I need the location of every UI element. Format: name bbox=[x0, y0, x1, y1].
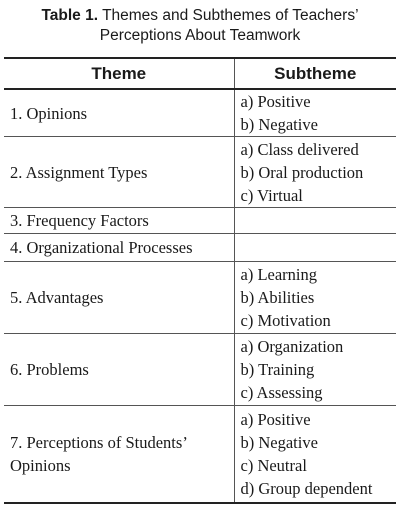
table-row bbox=[4, 406, 396, 504]
subtheme-cell bbox=[234, 262, 396, 334]
subtheme-item: c) Motivation bbox=[240, 311, 331, 330]
theme-cell: 2. Assignment Types bbox=[4, 137, 234, 208]
subtheme-item: b) Negative bbox=[240, 115, 318, 134]
subtheme-cell-empty bbox=[234, 234, 396, 262]
caption-line-2: Perceptions About Teamwork bbox=[99, 27, 301, 44]
themes-table bbox=[4, 57, 396, 504]
subtheme-item: a) Positive bbox=[240, 410, 311, 429]
caption-label: Table 1. bbox=[41, 7, 99, 24]
subtheme-cell bbox=[234, 334, 396, 406]
column-header-theme: Theme bbox=[4, 58, 234, 89]
header-row bbox=[4, 58, 396, 89]
theme-cell: 4. Organizational Processes bbox=[4, 234, 234, 262]
subtheme-item: a) Class delivered bbox=[240, 139, 359, 159]
subtheme-item: a) Positive bbox=[240, 92, 311, 111]
caption-line-1 bbox=[0, 6, 400, 26]
theme-cell: 3. Frequency Factors bbox=[4, 208, 234, 234]
subtheme-item: a) Organization bbox=[240, 337, 344, 356]
subtheme-item: b) Training bbox=[240, 360, 315, 379]
subtheme-cell bbox=[234, 137, 396, 208]
subtheme-item: c) Assessing bbox=[240, 383, 323, 402]
subtheme-cell bbox=[234, 406, 396, 504]
table-row bbox=[4, 89, 396, 137]
subtheme-item: b) Oral production bbox=[240, 162, 364, 182]
subtheme-cell bbox=[234, 89, 396, 137]
subtheme-item: a) Learning bbox=[240, 265, 317, 284]
theme-line: Opinions bbox=[10, 456, 71, 475]
theme-cell: 5. Advantages bbox=[4, 262, 234, 334]
table-row bbox=[4, 262, 396, 334]
table-row bbox=[4, 208, 396, 234]
subtheme-item: c) Virtual bbox=[240, 185, 303, 205]
theme-cell: 1. Opinions bbox=[4, 89, 234, 137]
column-header-subtheme: Subtheme bbox=[234, 58, 396, 89]
subtheme-item: b) Negative bbox=[240, 433, 318, 452]
subtheme-item: b) Abilities bbox=[240, 288, 315, 307]
theme-line: 7. Perceptions of Students’ bbox=[10, 433, 188, 452]
caption-title-part-1: Themes and Subthemes of Teachers’ bbox=[102, 7, 359, 24]
subtheme-item: c) Neutral bbox=[240, 456, 307, 475]
subtheme-item: d) Group dependent bbox=[240, 479, 373, 498]
theme-cell bbox=[4, 406, 234, 504]
table-row bbox=[4, 234, 396, 262]
subtheme-cell-empty bbox=[234, 208, 396, 234]
table-caption bbox=[0, 6, 400, 46]
theme-cell: 6. Problems bbox=[4, 334, 234, 406]
table-row bbox=[4, 137, 396, 208]
table-row bbox=[4, 334, 396, 406]
